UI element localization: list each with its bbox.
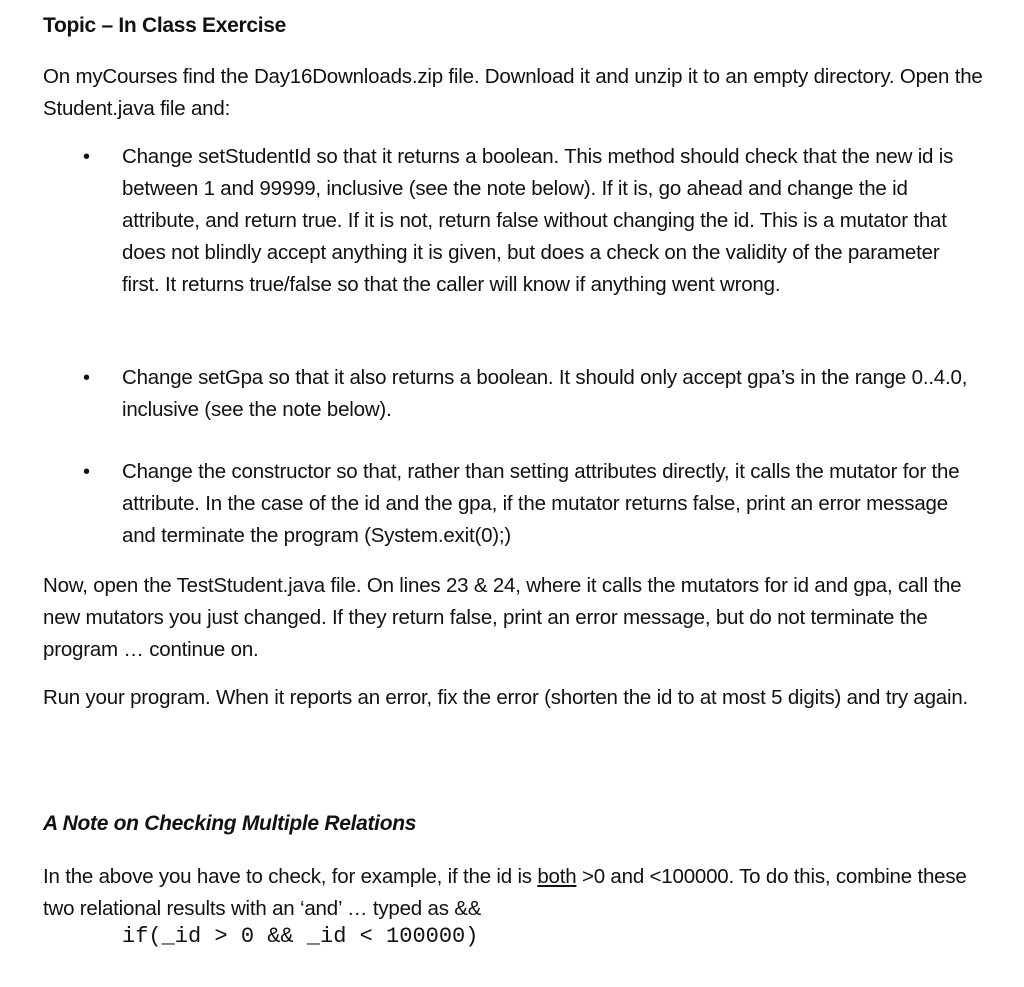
bullet-marker: • [83,461,91,483]
note-text-before: In the above you have to check, for example, if the id is [43,865,538,888]
bullet-text: Change setStudentId so that it returns a boolean. This method should check that the new id is between 1 and 99999, inclusive (see the note below). If it is, go ahead and change the id attribute, and return true. If it is not, return false without changing the id. This is a mutator that does not blindly accept anything it is given, but does a check on the validity of the parameter first. It returns true/false so that the caller will know if anything went wrong. [122,145,954,296]
page-title: Topic – In Class Exercise [43,14,287,37]
code-example: if(_id > 0 && _id < 100000) [122,924,479,949]
intro-paragraph: On myCourses find the Day16Downloads.zip file. Download it and unzip it to an empty directory. Open the Student.java file and: [43,65,983,120]
note-heading: A Note on Checking Multiple Relations [43,812,417,835]
bullet-marker: • [83,367,91,389]
bullet-text: Change setGpa so that it also returns a boolean. It should only accept gpa’s in the range 0..4.0, inclusive (see the note below). [122,366,968,421]
bullet-text: Change the constructor so that, rather than setting attributes directly, it calls the mutator for the attribute. In the case of the id and the gpa, if the mutator returns false, print an error message and terminate the program (System.exit(0);) [122,460,960,547]
note-underlined-word: both [537,865,577,888]
note-text-after: >0 and <100000. To do this, combine these two relational results with an ‘and’ … typed as && [43,865,967,920]
run-program-paragraph: Run your program. When it reports an error, fix the error (shorten the id to at most 5 digits) and try again. [43,686,969,709]
bullet-marker: • [83,146,91,168]
test-student-paragraph: Now, open the TestStudent.java file. On lines 23 & 24, where it calls the mutators for id and gpa, call the new mutators you just changed. If they return false, print an error message, but do not terminate the program … continue on. [43,574,962,661]
note-paragraph [43,861,993,925]
